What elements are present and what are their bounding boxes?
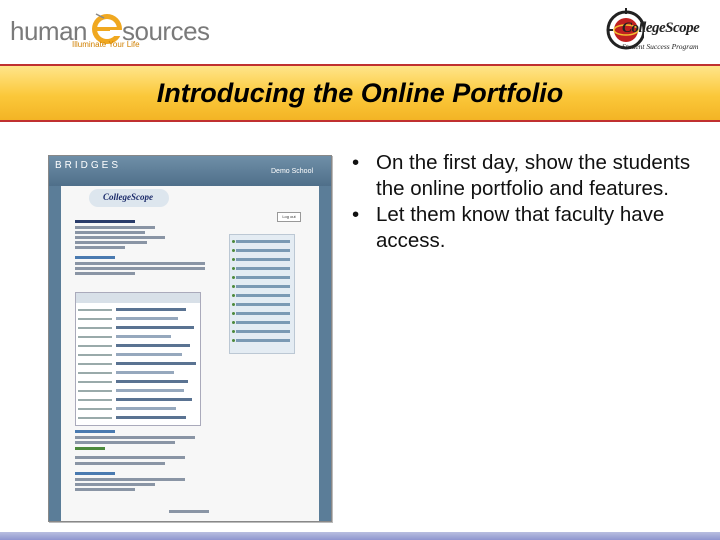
portfolio-screenshot: [48, 155, 332, 522]
chart-row-label: [78, 363, 112, 365]
chart-bar: [116, 371, 174, 374]
chart-bar: [116, 389, 184, 392]
detail-line: [75, 441, 175, 444]
screenshot-bar-chart: [75, 292, 201, 426]
bullet-marker: •: [352, 151, 360, 174]
nav-bullet: [232, 339, 235, 342]
screenshot-side-nav: [229, 234, 295, 354]
chart-bar: [116, 380, 188, 383]
profile-line: [75, 246, 125, 249]
profile-line: [75, 236, 165, 239]
nav-bullet: [232, 303, 235, 306]
screenshot-logo-text: CollegeScope: [103, 192, 153, 202]
detail-line: [75, 272, 135, 275]
footer-line: [169, 510, 209, 513]
nav-item: [236, 303, 290, 306]
chart-row-label: [78, 336, 112, 338]
chart-row-label: [78, 327, 112, 329]
profile-line: [75, 241, 147, 244]
nav-bullet: [232, 240, 235, 243]
chart-row-label: [78, 381, 112, 383]
chart-bar: [116, 335, 171, 338]
chart-header: [76, 293, 200, 303]
nav-item: [236, 339, 290, 342]
chart-bar: [116, 344, 190, 347]
screenshot-logo: [89, 189, 169, 207]
bullet-item: [338, 150, 710, 202]
bottom-bar: [0, 532, 720, 540]
chart-row-label: [78, 318, 112, 320]
logo-word-human: human: [10, 16, 87, 46]
chart-bar: [116, 326, 194, 329]
nav-bullet: [232, 267, 235, 270]
logo-tagline: Illuminate Your Life: [72, 40, 140, 49]
chart-row-label: [78, 345, 112, 347]
nav-item: [236, 258, 290, 261]
detail-line: [75, 462, 165, 465]
nav-bullet: [232, 285, 235, 288]
screenshot-header: [49, 156, 331, 186]
nav-bullet: [232, 330, 235, 333]
chart-row-label: [78, 372, 112, 374]
nav-item: [236, 276, 290, 279]
chart-bar: [116, 362, 196, 365]
detail-line: [75, 436, 195, 439]
nav-item: [236, 321, 290, 324]
nav-item: [236, 240, 290, 243]
profile-line: [75, 226, 155, 229]
chart-bar: [116, 317, 178, 320]
collegescope-logo: [604, 4, 714, 60]
section-heading-line: [75, 256, 115, 259]
bullet-item: [338, 202, 710, 254]
screenshot-right-border: [319, 186, 331, 521]
chart-row-label: [78, 417, 112, 419]
detail-line: [75, 483, 155, 486]
chart-bar: [116, 398, 192, 401]
bullet-marker: •: [352, 203, 360, 226]
chart-row-label: [78, 309, 112, 311]
nav-bullet: [232, 294, 235, 297]
nav-bullet: [232, 258, 235, 261]
profile-line: [75, 231, 145, 234]
detail-line: [75, 267, 205, 270]
nav-item: [236, 249, 290, 252]
collegescope-tagline: Student Success Program: [622, 42, 699, 51]
chart-row-label: [78, 399, 112, 401]
nav-bullet: [232, 249, 235, 252]
detail-line: [75, 478, 185, 481]
nav-item: [236, 267, 290, 270]
title-band: [0, 64, 720, 122]
nav-bullet: [232, 276, 235, 279]
human-sources-logo: [10, 8, 210, 52]
chart-row-label: [78, 408, 112, 410]
bullet-list: [338, 150, 710, 254]
chart-bar: [116, 308, 186, 311]
section-heading-line: [75, 472, 115, 475]
detail-line: [75, 488, 135, 491]
screenshot-left-border: [49, 186, 61, 521]
detail-line: [75, 456, 185, 459]
chart-row-label: [78, 390, 112, 392]
logo-word-sources: sources: [122, 16, 210, 46]
chart-bar: [116, 416, 186, 419]
collegescope-name: CollegeScope: [622, 20, 700, 36]
slide-title: Introducing the Online Portfolio: [156, 78, 564, 108]
bullet-text: On the first day, show the students the online portfolio and features.: [376, 151, 691, 200]
detail-line: [75, 262, 205, 265]
nav-item: [236, 294, 290, 297]
nav-bullet: [232, 321, 235, 324]
bullet-text: Let them know that faculty have access.: [376, 203, 665, 252]
nav-item: [236, 312, 290, 315]
nav-item: [236, 285, 290, 288]
chart-bar: [116, 353, 182, 356]
mini-graphic: [75, 447, 105, 450]
screenshot-brand: BRIDGES: [55, 160, 122, 171]
chart-bar: [116, 407, 176, 410]
screenshot-school: Demo School: [271, 168, 314, 175]
nav-item: [236, 330, 290, 333]
screenshot-login-button: Log out: [277, 212, 301, 222]
profile-name-line: [75, 220, 135, 223]
section-heading-line: [75, 430, 115, 433]
nav-bullet: [232, 312, 235, 315]
chart-row-label: [78, 354, 112, 356]
